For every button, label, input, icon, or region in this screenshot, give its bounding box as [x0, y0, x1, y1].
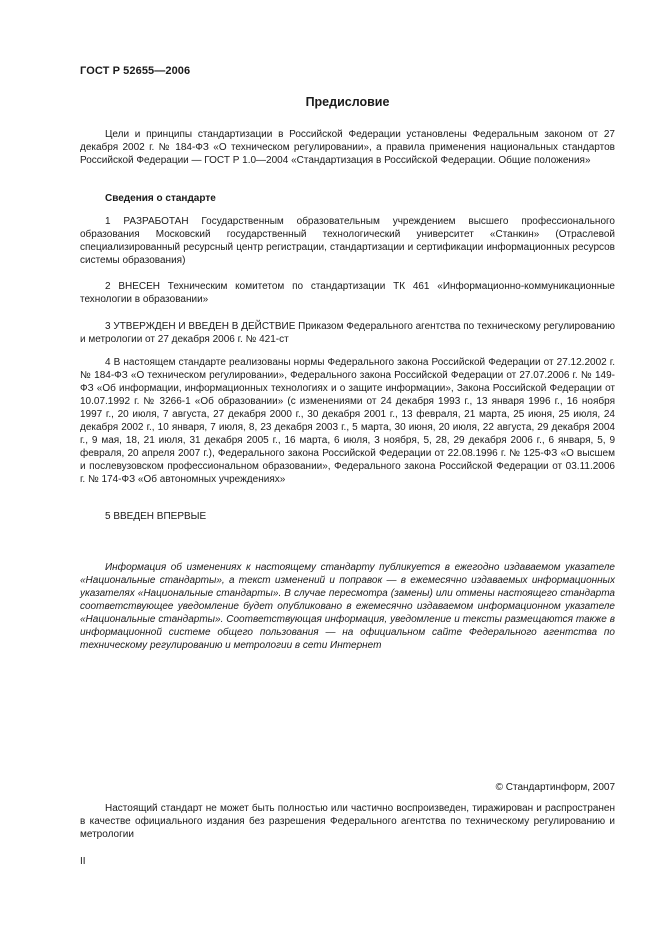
intro-paragraph: Цели и принципы стандартизации в Российской Федерации установлены Федеральным законом от 27 декабря 2002 г. № 184-ФЗ «О техническом регулировании», а правила применения национальных стандартов Российской Федерации — ГОСТ Р 1.0—2004 «Стандартизация в Российской Федерации. Общие положения»: [80, 129, 615, 166]
item-legal-norms: 4 В настоящем стандарте реализованы нормы Федерального закона Российской Федерации от 27.12.2002 г. № 184-ФЗ «О техническом регулировании», Федерального закона Российской Федерации от 27.07.2006 г. № 149-ФЗ «Об информации, информационных технологиях и о защите информации», Закона Российской Федерации от 10.07.1992 г. № 3266-1 «Об образовании» (с изменениями от 24 декабря 1993 г., 13 января 1996 г., 16 ноября 1997 г., 20 июля, 7 августа, 27 декабря 2000 г., 30 декабря 2001 г., 13 февраля, 21 марта, 25 июня, 25 июля, 24 декабря 2002 г., 10 января, 7 июля, 8, 23 декабря 2003 г., 5 марта, 30 июня, 20 июля, 22 августа, 29 декабря 2004 г., 9 мая, 18, 21 июля, 31 декабря 2005 г., 16 марта, 6 июля, 3 ноября, 5, 28, 29 декабря 2006 г., 6 января, 5, 9 февраля, 20 апреля 2007 г.), Федерального закона Российской Федерации от 22.08.1996 г. № 125-ФЗ «О высшем и послевузовском профессиональном образовании», Федерального закона Российской Федерации от 03.11.2006 г. № 174-ФЗ «Об автономных учреждениях»: [80, 357, 615, 485]
item-developed: 1 РАЗРАБОТАН Государственным образовательным учреждением высшего профессионального образования Московский государственный технологический университет «Станкин» (Отраслевой специализированный ресурсный центр регистрации, стандартизации и сертификации информационных ресурсов системы образования): [80, 216, 615, 266]
copyright-line: © Стандартинформ, 2007: [495, 782, 615, 793]
standard-id-header: ГОСТ Р 52655—2006: [80, 65, 191, 77]
item-first-introduced: 5 ВВЕДЕН ВПЕРВЫЕ: [105, 511, 207, 522]
page-number: II: [80, 856, 86, 867]
info-notice: Информация об изменениях к настоящему стандарту публикуется в ежегодно издаваемом указателе «Национальные стандарты», а текст изменений и поправок — в ежемесячно издаваемых информационных указателях «Национальные стандарты». В случае пересмотра (замены) или отмены настоящего стандарта соответствующее уведомление будет опубликовано в ежемесячно издаваемом информационном указателе «Национальные стандарты». Соответствующая информация, уведомление и тексты размещаются также в информационной системе общего пользования — на официальном сайте Федерального агентства по техническому регулированию и метрологии в сети Интернет: [80, 562, 615, 651]
reproduction-notice: Настоящий стандарт не может быть полностью или частично воспроизведен, тиражирован и распространен в качестве официального издания без разрешения Федерального агентства по техническому регулированию и метрологии: [80, 803, 615, 840]
page-title: Предисловие: [305, 95, 390, 109]
item-approved: 3 УТВЕРЖДЕН И ВВЕДЕН В ДЕЙСТВИЕ Приказом Федерального агентства по техническому регулированию и метрологии от 27 декабря 2006 г. № 421-ст: [80, 321, 615, 345]
item-introduced-by: 2 ВНЕСЕН Техническим комитетом по стандартизации ТК 461 «Информационно-коммуникационные технологии в образовании»: [80, 281, 615, 305]
section-heading: Сведения о стандарте: [105, 193, 216, 204]
